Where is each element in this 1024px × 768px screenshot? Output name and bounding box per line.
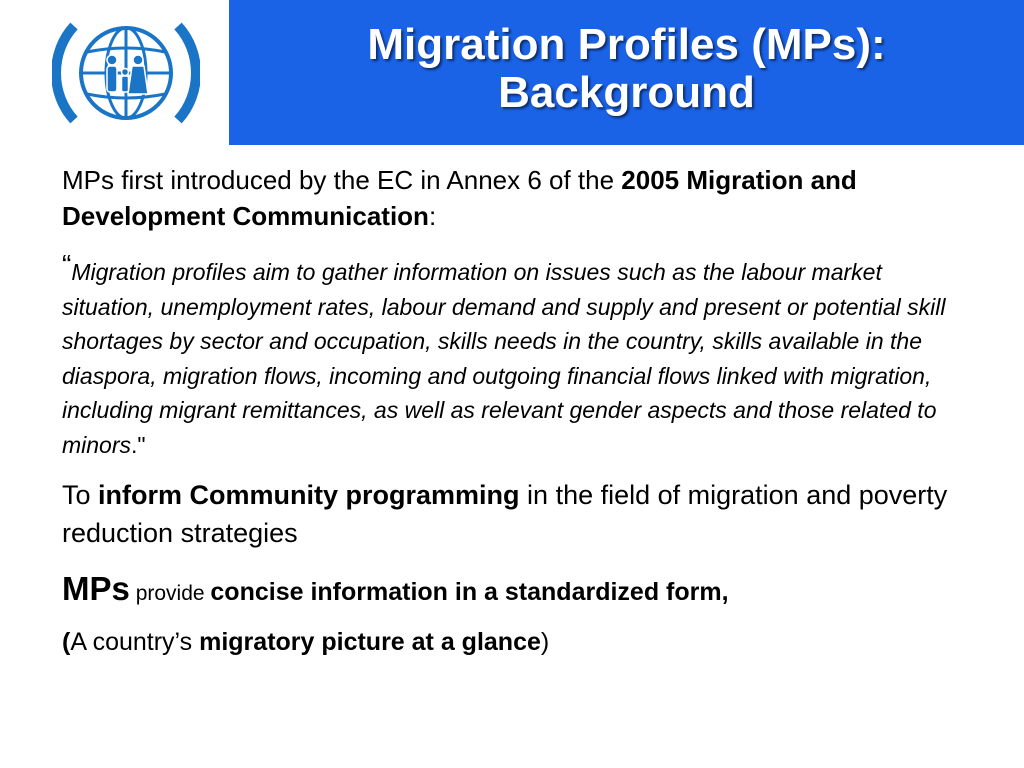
glance-bold: migratory picture at a glance bbox=[199, 628, 541, 656]
mps-label: MPs bbox=[62, 570, 130, 607]
slide-title bbox=[367, 21, 885, 117]
quote-text: Migration profiles aim to gather information on issues such as the labour market situation, unemployment rates, labour demand and supply and present or potential skill shortages by sector and occupation, skills needs in the country, skills available in the diaspora, migration flows, incoming and outgoing financial flows linked with migration, including migrant remittances, as well as relevant gender aspects and those related to minors bbox=[62, 259, 946, 458]
glance-pre: A country’s bbox=[70, 628, 200, 656]
glance-close: ) bbox=[540, 628, 550, 656]
slide-body bbox=[62, 162, 962, 659]
mps-paragraph bbox=[62, 572, 962, 613]
intro-text: MPs first introduced by the EC in Annex 6 of the bbox=[62, 165, 622, 195]
iom-logo bbox=[52, 14, 200, 132]
purpose-post: in the field of migration and poverty reduction strategies bbox=[62, 480, 948, 548]
intro-bold: 2005 Migration and Development Communication bbox=[62, 165, 857, 231]
purpose-paragraph bbox=[62, 476, 962, 552]
quote-close-mark: ." bbox=[131, 431, 146, 458]
iom-globe-family-icon bbox=[52, 14, 200, 132]
mps-bold: concise information in a standardized form, bbox=[210, 578, 729, 606]
purpose-pre: To bbox=[62, 480, 99, 510]
intro-end: : bbox=[428, 201, 437, 231]
glance-open: ( bbox=[62, 628, 71, 656]
glance-paragraph bbox=[62, 625, 962, 659]
title-bar bbox=[229, 0, 1024, 145]
title-line-1: Migration Profiles (MPs): bbox=[367, 19, 886, 69]
intro-paragraph bbox=[62, 162, 962, 234]
quote-open-mark: “ bbox=[62, 249, 72, 280]
mps-provide: provide bbox=[129, 582, 211, 605]
quote-paragraph bbox=[62, 248, 962, 462]
title-line-2: Background bbox=[498, 67, 755, 117]
purpose-bold: inform Community programming bbox=[98, 480, 520, 510]
